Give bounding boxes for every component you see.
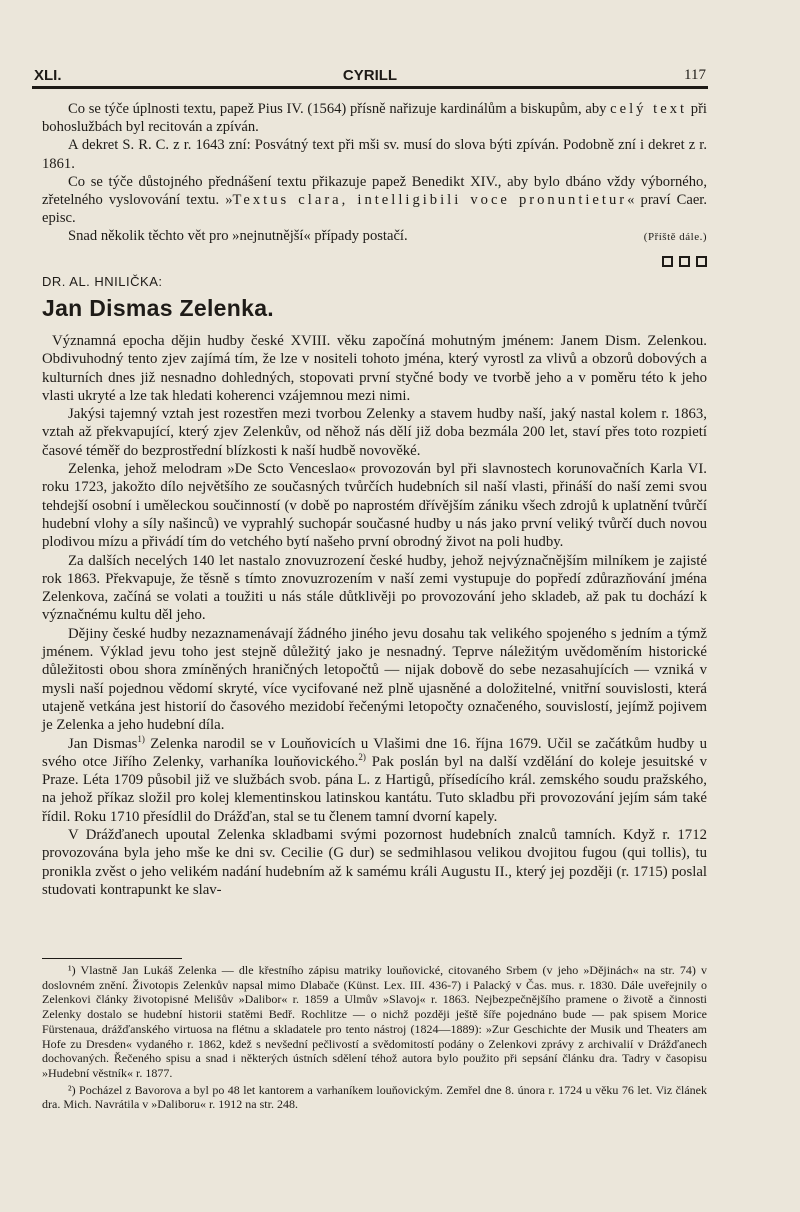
footnote-ref[interactable]: 2) bbox=[358, 751, 366, 762]
footnote-ref[interactable]: 1) bbox=[137, 733, 145, 744]
ornament-squares bbox=[662, 256, 707, 267]
volume-number: XLI. bbox=[34, 67, 62, 84]
article-section bbox=[42, 250, 707, 899]
intro-paragraph: Co se týče úplnosti textu, papež Pius IV. (1564) přísně nařizuje kardinálům a biskupům, aby celý text při bohoslužbách byl recitován a zpíván. bbox=[42, 101, 707, 136]
intro-section bbox=[42, 100, 707, 247]
article-author: DR. AL. HNILIČKA: bbox=[42, 274, 163, 289]
square-ornament-icon bbox=[696, 256, 707, 267]
spaced-emphasis: Textus clara, intelligibili voce pronuntietur bbox=[232, 192, 628, 209]
article-title: Jan Dismas Zelenka. bbox=[42, 295, 274, 321]
article-paragraph: Dějiny české hudby nezaznamenávají žádného jiného jevu dosahu tak velikého spojeného s jedním a týmž jménem. Výklad jevu toho jest stejně důležitý jako je nesnadný. Teprve náležitým uvědoměním historické důležitosti obou shora zmíněných hraničných letopočtů — nijak dobově do sebe nezasahujících — vzniká v mysli naší pojednou vědomí skryté, více vycifované než plně ujasněné a doložitelné, vnitřní souvislosti, která utajeně vetkána jest historií do časového mezidobí řečenými letopočty označeného, souvislostí, jejímž pojivem je Zelenka a jeho hudební díla. bbox=[42, 625, 707, 734]
article-paragraph: V Drážďanech upoutal Zelenka skladbami svými pozornost hudebních znalců tamních. Když r. 1712 provozována byla jeho mše ke dni sv. Cecilie (G dur) se sedmihlasou velikou dvojitou fugou (qui tollis), tu pronikla zvěst o jeho velikém nadání hudebním až k samému králi Augustu II., který jej později (r. 1715) poslal studovati kontrapunkt ke slav- bbox=[42, 827, 707, 898]
footnotes bbox=[42, 958, 707, 1112]
page-number: 117 bbox=[684, 67, 706, 83]
article-paragraph: Za dalších necelých 140 let nastalo znovuzrození české hudby, jehož nejvýznačnějším milníkem je zajisté rok 1863. Překvapuje, že těsně s tímto znovuzrozením v naší zemi vystupuje do popředí zdůrazňování jména Zelenkova, začíná se volati a toužiti u nás stále důtklivěji po provozování jeho skladeb, až pak tu dochází k význačnému kultu děl jeho. bbox=[42, 552, 707, 624]
footnote-rule bbox=[42, 958, 182, 959]
square-ornament-icon bbox=[679, 256, 690, 267]
intro-paragraph: Snad několik těchto vět pro »nejnutnější« případy postačí. (Příště dále.) bbox=[42, 227, 707, 245]
intro-paragraph: Co se týče důstojného přednášení textu přikazuje papež Benedikt XIV., aby bylo dbáno vždy výborného, zřetelného vyslovování textu. »Textus clara, intelligibili voce pronuntietur« praví Caer. episc. bbox=[42, 173, 707, 227]
section-divider bbox=[42, 250, 707, 272]
article-paragraph: Významná epocha dějin hudby české XVIII. věku započíná mohutným jménem: Janem Dism. Zelenkou. Obdivuhodný tento zjev zajímá tím, že lze v nositeli tohoto jména, který vyrostl za vlivů a obzorů dobových a kulturních dnes již nesnadno dohledných, stopovati první styčné body ve tvorbě jeho a v poměru této k jeho vlasti ukryté a lze tak hledati koherenci vzájemnou mezi nimi. bbox=[42, 333, 707, 404]
article-paragraph: Jakýsi tajemný vztah jest rozestřen mezi tvorbou Zelenky a stavem hudby naší, jaký nastal kolem r. 1863, vztah až překvapující, který zjev Zelenkův, od něhož nás dělí již doba bezmála 200 let, staví přes toto rozpietí časové téměř do bezprostřední blízkosti k naší hudbě novověké. bbox=[42, 406, 707, 459]
footnote: ¹) Vlastně Jan Lukáš Zelenka — dle křestního zápisu matriky louňovické, citovaného Srbem (v jeho »Dějinách« na str. 74) v doslovném znění. Životopis Zelenkův napsal mimo Dlabače (Künst. Lex. III. 436-7) i Palacký v Čas. mus. r. 1830. Dále uveřejnily o Zelenkovi články životopisné Melišův »Dalibor« r. 1859 a Ulmův »Slavoj« r. 1863. Nejbezpečnějšího pramene o životě a činnosti Zelenky dostalo se hudební historii statěmi Bedř. Rochlitze — o nichž později ještě šíře pojednáno bude — pak spisem Morice Fürstenaua, drážďanského virtuosa na flétnu a skladatele pro tento nástroj (1824—1889): »Zur Geschichte der Musik und Theaters am Hofe zu Dresden« vydaného r. 1862, kdež s nevšední pečlivostí a svědomitostí podány o Zelenkovi zprávy z archivalií v Drážďanech dochovaných. Řečeného spisu a snad i některých ústních sdělení téhož autora bylo použito při sepsání článku dra. Tadry v časopisu »Hudební věstník« r. 1877. bbox=[42, 963, 707, 1080]
article-paragraph: Zelenka, jehož melodram »De Scto Venceslao« provozován byl při slavnostech korunovačních Karla VI. roku 1723, jakožto dílo největšího ze současných tvůrčích hudebních sil naší vlasti, přináší do naší zemi svou tehdejší osobní i uměleckou součinností (v době po naprostém dřívějším zániku všech zdrojů k uplatnění tvůrčí hudební vlohy a síly našinců) ve vyprahlý suchopár současné hudby u nás jako první veliký tvůrčí duch novou plodivou mízu a přivádí tím do vetchého bytí našeho první obrodný život na poli hudby. bbox=[42, 461, 707, 551]
continued-note: (Příště dále.) bbox=[643, 231, 707, 244]
running-header bbox=[32, 62, 708, 89]
journal-name: CYRILL bbox=[342, 67, 398, 84]
article-paragraph: Jan Dismas$^{1)}$ Zelenka narodil se v Louňovicích u Vlašimi dne 16. října 1679. Učil se začátkům hudby u svého otce Jiřího Zelenky, varhaníka louňovického.$^{2)}$ Pak poslán byl na další vzdělání do koleje jesuitské v Praze. Léta 1709 působil již ve službách svob. pána L. z Hartigů, přísedícího král. zemského soudu pražského, na jehož příkaz složil pro kolej klementinskou latinskou kantátu. Tuto skladbu při provozování jejím sám také řídil. Roku 1710 přesídlil do Drážďan, stal se tu členem tamní dvorní kapely. bbox=[42, 733, 707, 825]
square-ornament-icon bbox=[662, 256, 673, 267]
spaced-emphasis: celý text bbox=[610, 101, 688, 117]
article-body bbox=[42, 332, 707, 899]
intro-paragraph: A dekret S. R. C. z r. 1643 zní: Posvátný text při mši sv. musí do slova býti zpíván. Podobně zní i dekret z r. 1861. bbox=[42, 137, 707, 172]
footnote: ²) Pocházel z Bavorova a byl po 48 let kantorem a varhaníkem louňovickým. Zemřel dne 8. února r. 1724 u věku 76 let. Viz článek dra. Mich. Navrátila v »Daliboru« r. 1912 na str. 248. bbox=[42, 1082, 707, 1112]
